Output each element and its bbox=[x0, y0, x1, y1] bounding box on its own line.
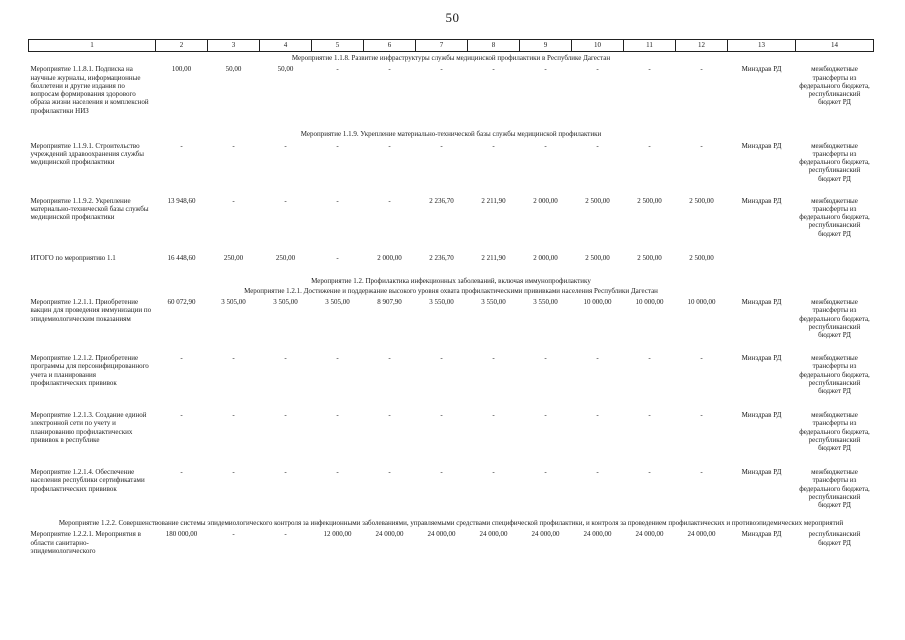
value-cell: - bbox=[440, 65, 443, 74]
table-row bbox=[29, 467, 874, 519]
value-cell: - bbox=[284, 468, 287, 476]
activity-name: Мероприятие 1.1.9.2. Укрепление материально-технической базы службы медицинской профилактики bbox=[30, 196, 149, 221]
value-cell: 3 505,00 bbox=[221, 298, 246, 306]
value-cell: - bbox=[544, 141, 547, 150]
value-cell: - bbox=[336, 253, 339, 262]
value-cell: 60 072,90 bbox=[167, 298, 196, 306]
value-cell: - bbox=[596, 411, 599, 419]
value-cell: - bbox=[180, 468, 183, 476]
value-cell: - bbox=[232, 141, 235, 150]
value-cell: - bbox=[544, 468, 547, 476]
column-number-cell: 12 bbox=[676, 40, 728, 52]
value-cell: - bbox=[440, 411, 443, 419]
column-number-cell: 11 bbox=[624, 40, 676, 52]
value-cell: - bbox=[388, 65, 391, 74]
value-cell: 2 500,00 bbox=[585, 253, 610, 262]
value-cell: - bbox=[284, 411, 287, 419]
section-heading-row bbox=[29, 128, 874, 140]
activity-name: Мероприятие 1.2.1.1. Приобретение вакцин для проведения иммунизации по эпидемиологическим показаниям bbox=[30, 298, 152, 323]
executor-cell: Минздрав РД bbox=[741, 354, 782, 362]
value-cell: - bbox=[648, 141, 651, 150]
value-cell: - bbox=[648, 468, 651, 476]
value-cell: - bbox=[336, 65, 339, 74]
column-number-header-row bbox=[29, 40, 874, 52]
value-cell: - bbox=[648, 65, 651, 74]
section-heading-row bbox=[29, 275, 874, 287]
value-cell: - bbox=[388, 141, 391, 150]
table-row bbox=[29, 353, 874, 410]
value-cell: 2 500,00 bbox=[689, 196, 714, 205]
value-cell: - bbox=[388, 411, 391, 419]
funding-source-cell: межбюджетные трансферты из федерального бюджета, республиканский бюджет РД bbox=[799, 354, 870, 395]
value-cell: 2 000,00 bbox=[377, 253, 402, 262]
value-cell: - bbox=[492, 65, 495, 74]
column-number-cell: 6 bbox=[364, 40, 416, 52]
value-cell: - bbox=[336, 354, 339, 362]
value-cell: - bbox=[492, 141, 495, 150]
value-cell: - bbox=[596, 354, 599, 362]
table-row bbox=[29, 196, 874, 253]
activity-name: Мероприятие 1.2.1.2. Приобретение программы для персонифицированного учета и планирования профилактических прививок bbox=[30, 354, 149, 387]
value-cell: - bbox=[284, 530, 287, 539]
section-heading-row bbox=[29, 52, 874, 65]
funding-source-cell bbox=[796, 253, 874, 275]
value-cell: 2 000,00 bbox=[533, 253, 558, 262]
value-cell: 100,00 bbox=[171, 65, 192, 74]
table-row bbox=[29, 141, 874, 196]
value-cell: 3 505,00 bbox=[273, 298, 298, 306]
executor-cell: Минздрав РД bbox=[741, 411, 782, 419]
value-cell: - bbox=[648, 411, 651, 419]
value-cell: - bbox=[492, 468, 495, 476]
value-cell: 50,00 bbox=[225, 65, 242, 74]
value-cell: - bbox=[388, 354, 391, 362]
section-heading: Мероприятие 1.1.8. Развитие инфраструктуры службы медицинской профилактики в Республике Дагестан bbox=[291, 54, 611, 62]
column-number-cell: 10 bbox=[572, 40, 624, 52]
value-cell: - bbox=[232, 196, 235, 205]
funding-source-cell: межбюджетные трансферты из федерального бюджета, республиканский бюджет РД bbox=[799, 411, 870, 452]
section-heading: Мероприятие 1.2.2. Совершенствование системы эпидемиологического контроля за инфекционными заболеваниями, управляемыми средствами специфической профилактики, и контроля за проведением профилактических и противоэпидемических мероприятий bbox=[58, 519, 844, 527]
column-number-cell: 4 bbox=[260, 40, 312, 52]
value-cell: - bbox=[700, 468, 703, 476]
value-cell: 24 000,00 bbox=[427, 530, 456, 539]
funding-source-cell: межбюджетные трансферты из федерального бюджета, республиканский бюджет РД bbox=[799, 298, 870, 339]
value-cell: - bbox=[388, 196, 391, 205]
funding-source-cell: межбюджетные трансферты из федерального бюджета, республиканский бюджет РД bbox=[799, 468, 870, 509]
value-cell: - bbox=[440, 141, 443, 150]
section-heading-row bbox=[29, 287, 874, 297]
value-cell: 2 236,70 bbox=[429, 196, 454, 205]
value-cell: 3 505,00 bbox=[325, 298, 350, 306]
value-cell: - bbox=[180, 411, 183, 419]
column-number-cell: 3 bbox=[208, 40, 260, 52]
value-cell: 2 500,00 bbox=[689, 253, 714, 262]
value-cell: - bbox=[544, 354, 547, 362]
column-number-cell: 13 bbox=[728, 40, 796, 52]
activity-name: Мероприятие 1.2.1.4. Обеспечение населения республики сертификатами профилактических прививок bbox=[30, 468, 145, 493]
activity-name: Мероприятие 1.1.8.1. Подписка на научные журналы, информационные бюллетени и другие издания по вопросам формирования здорового образа жизни населения и комплексной профилактики НИЗ bbox=[30, 65, 149, 115]
value-cell: 50,00 bbox=[277, 65, 294, 74]
executor-cell: Минздрав РД bbox=[741, 196, 782, 205]
value-cell: - bbox=[180, 354, 183, 362]
value-cell: 24 000,00 bbox=[531, 530, 560, 539]
funding-source-cell: межбюджетные трансферты из федерального бюджета, республиканский бюджет РД bbox=[799, 196, 870, 238]
value-cell: - bbox=[232, 468, 235, 476]
column-number-cell: 7 bbox=[416, 40, 468, 52]
value-cell: - bbox=[180, 141, 183, 150]
program-activities-table bbox=[28, 39, 874, 569]
value-cell: - bbox=[700, 354, 703, 362]
value-cell: 2 211,90 bbox=[481, 253, 506, 262]
table-body bbox=[29, 40, 874, 570]
value-cell: - bbox=[596, 468, 599, 476]
value-cell: - bbox=[544, 411, 547, 419]
value-cell: 2 500,00 bbox=[637, 196, 662, 205]
value-cell: - bbox=[700, 65, 703, 74]
value-cell: - bbox=[492, 411, 495, 419]
value-cell: 3 550,00 bbox=[533, 298, 558, 306]
value-cell: - bbox=[232, 354, 235, 362]
executor-cell: Минздрав РД bbox=[741, 65, 782, 74]
value-cell: 2 500,00 bbox=[637, 253, 662, 262]
value-cell: - bbox=[440, 354, 443, 362]
activity-name: ИТОГО по мероприятию 1.1 bbox=[30, 253, 116, 262]
executor-cell: Минздрав РД bbox=[741, 141, 782, 150]
value-cell: 24 000,00 bbox=[687, 530, 716, 539]
executor-cell: Минздрав РД bbox=[741, 468, 782, 476]
table-row bbox=[29, 529, 874, 569]
column-number-cell: 9 bbox=[520, 40, 572, 52]
value-cell: 3 550,00 bbox=[481, 298, 506, 306]
activity-name: Мероприятие 1.2.1.3. Создание единой электронной сети по учету и планированию профилактических прививок в республике bbox=[30, 411, 147, 444]
value-cell: - bbox=[336, 411, 339, 419]
value-cell: 2 236,70 bbox=[429, 253, 454, 262]
value-cell: - bbox=[596, 65, 599, 74]
funding-source-cell: межбюджетные трансферты из федерального бюджета, республиканский бюджет РД bbox=[799, 65, 870, 107]
value-cell: 13 948,60 bbox=[167, 196, 196, 205]
table-row bbox=[29, 64, 874, 128]
value-cell: 12 000,00 bbox=[323, 530, 352, 539]
value-cell: - bbox=[232, 411, 235, 419]
value-cell: - bbox=[700, 411, 703, 419]
executor-cell bbox=[728, 253, 796, 275]
section-heading: Мероприятие 1.1.9. Укрепление материально-технической базы службы медицинской профилактики bbox=[300, 130, 602, 139]
value-cell: 2 500,00 bbox=[585, 196, 610, 205]
funding-source-cell: межбюджетные трансферты из федерального бюджета, республиканский бюджет РД bbox=[799, 141, 870, 183]
column-number-cell: 14 bbox=[796, 40, 874, 52]
value-cell: 2 000,00 bbox=[533, 196, 558, 205]
value-cell: 10 000,00 bbox=[583, 298, 612, 306]
value-cell: 180 000,00 bbox=[165, 530, 198, 539]
value-cell: - bbox=[284, 141, 287, 150]
table-row bbox=[29, 297, 874, 353]
table-row bbox=[29, 253, 874, 275]
value-cell: 24 000,00 bbox=[375, 530, 404, 539]
value-cell: 10 000,00 bbox=[635, 298, 664, 306]
value-cell: 16 448,60 bbox=[167, 253, 196, 262]
value-cell: 10 000,00 bbox=[687, 298, 716, 306]
funding-source-cell: республиканский бюджет РД bbox=[808, 530, 861, 547]
value-cell: - bbox=[336, 468, 339, 476]
section-heading-row bbox=[29, 519, 874, 529]
value-cell: - bbox=[648, 354, 651, 362]
value-cell: - bbox=[700, 141, 703, 150]
value-cell: - bbox=[284, 196, 287, 205]
value-cell: - bbox=[596, 141, 599, 150]
value-cell: - bbox=[284, 354, 287, 362]
activity-name: Мероприятие 1.1.9.1. Строительство учреждений здравоохранения службы медицинской профилактики bbox=[30, 141, 144, 166]
value-cell: 8 907,90 bbox=[377, 298, 402, 306]
column-number-cell: 2 bbox=[156, 40, 208, 52]
column-number-cell: 8 bbox=[468, 40, 520, 52]
value-cell: 24 000,00 bbox=[479, 530, 508, 539]
value-cell: - bbox=[336, 141, 339, 150]
section-heading: Мероприятие 1.2.1. Достижение и поддержание высокого уровня охвата профилактическими прививками населения Республики Дагестан bbox=[244, 286, 658, 295]
activity-name: Мероприятие 1.2.2.1. Мероприятия в области санитарно-эпидемиологического bbox=[30, 530, 141, 555]
value-cell: 250,00 bbox=[275, 253, 296, 262]
value-cell: 24 000,00 bbox=[583, 530, 612, 539]
value-cell: - bbox=[492, 354, 495, 362]
executor-cell: Минздрав РД bbox=[741, 530, 782, 539]
value-cell: 2 211,90 bbox=[481, 196, 506, 205]
value-cell: 24 000,00 bbox=[635, 530, 664, 539]
value-cell: - bbox=[388, 468, 391, 476]
value-cell: - bbox=[440, 468, 443, 476]
value-cell: - bbox=[544, 65, 547, 74]
column-number-cell: 5 bbox=[312, 40, 364, 52]
table-row bbox=[29, 410, 874, 467]
page-number: 50 bbox=[445, 10, 460, 25]
section-heading: Мероприятие 1.2. Профилактика инфекционных заболеваний, включая иммунопрофилактику bbox=[311, 276, 591, 285]
value-cell: 250,00 bbox=[223, 253, 244, 262]
executor-cell: Минздрав РД bbox=[741, 298, 782, 306]
value-cell: - bbox=[232, 530, 235, 539]
column-number-cell: 1 bbox=[29, 40, 156, 52]
value-cell: 3 550,00 bbox=[429, 298, 454, 306]
value-cell: - bbox=[336, 196, 339, 205]
